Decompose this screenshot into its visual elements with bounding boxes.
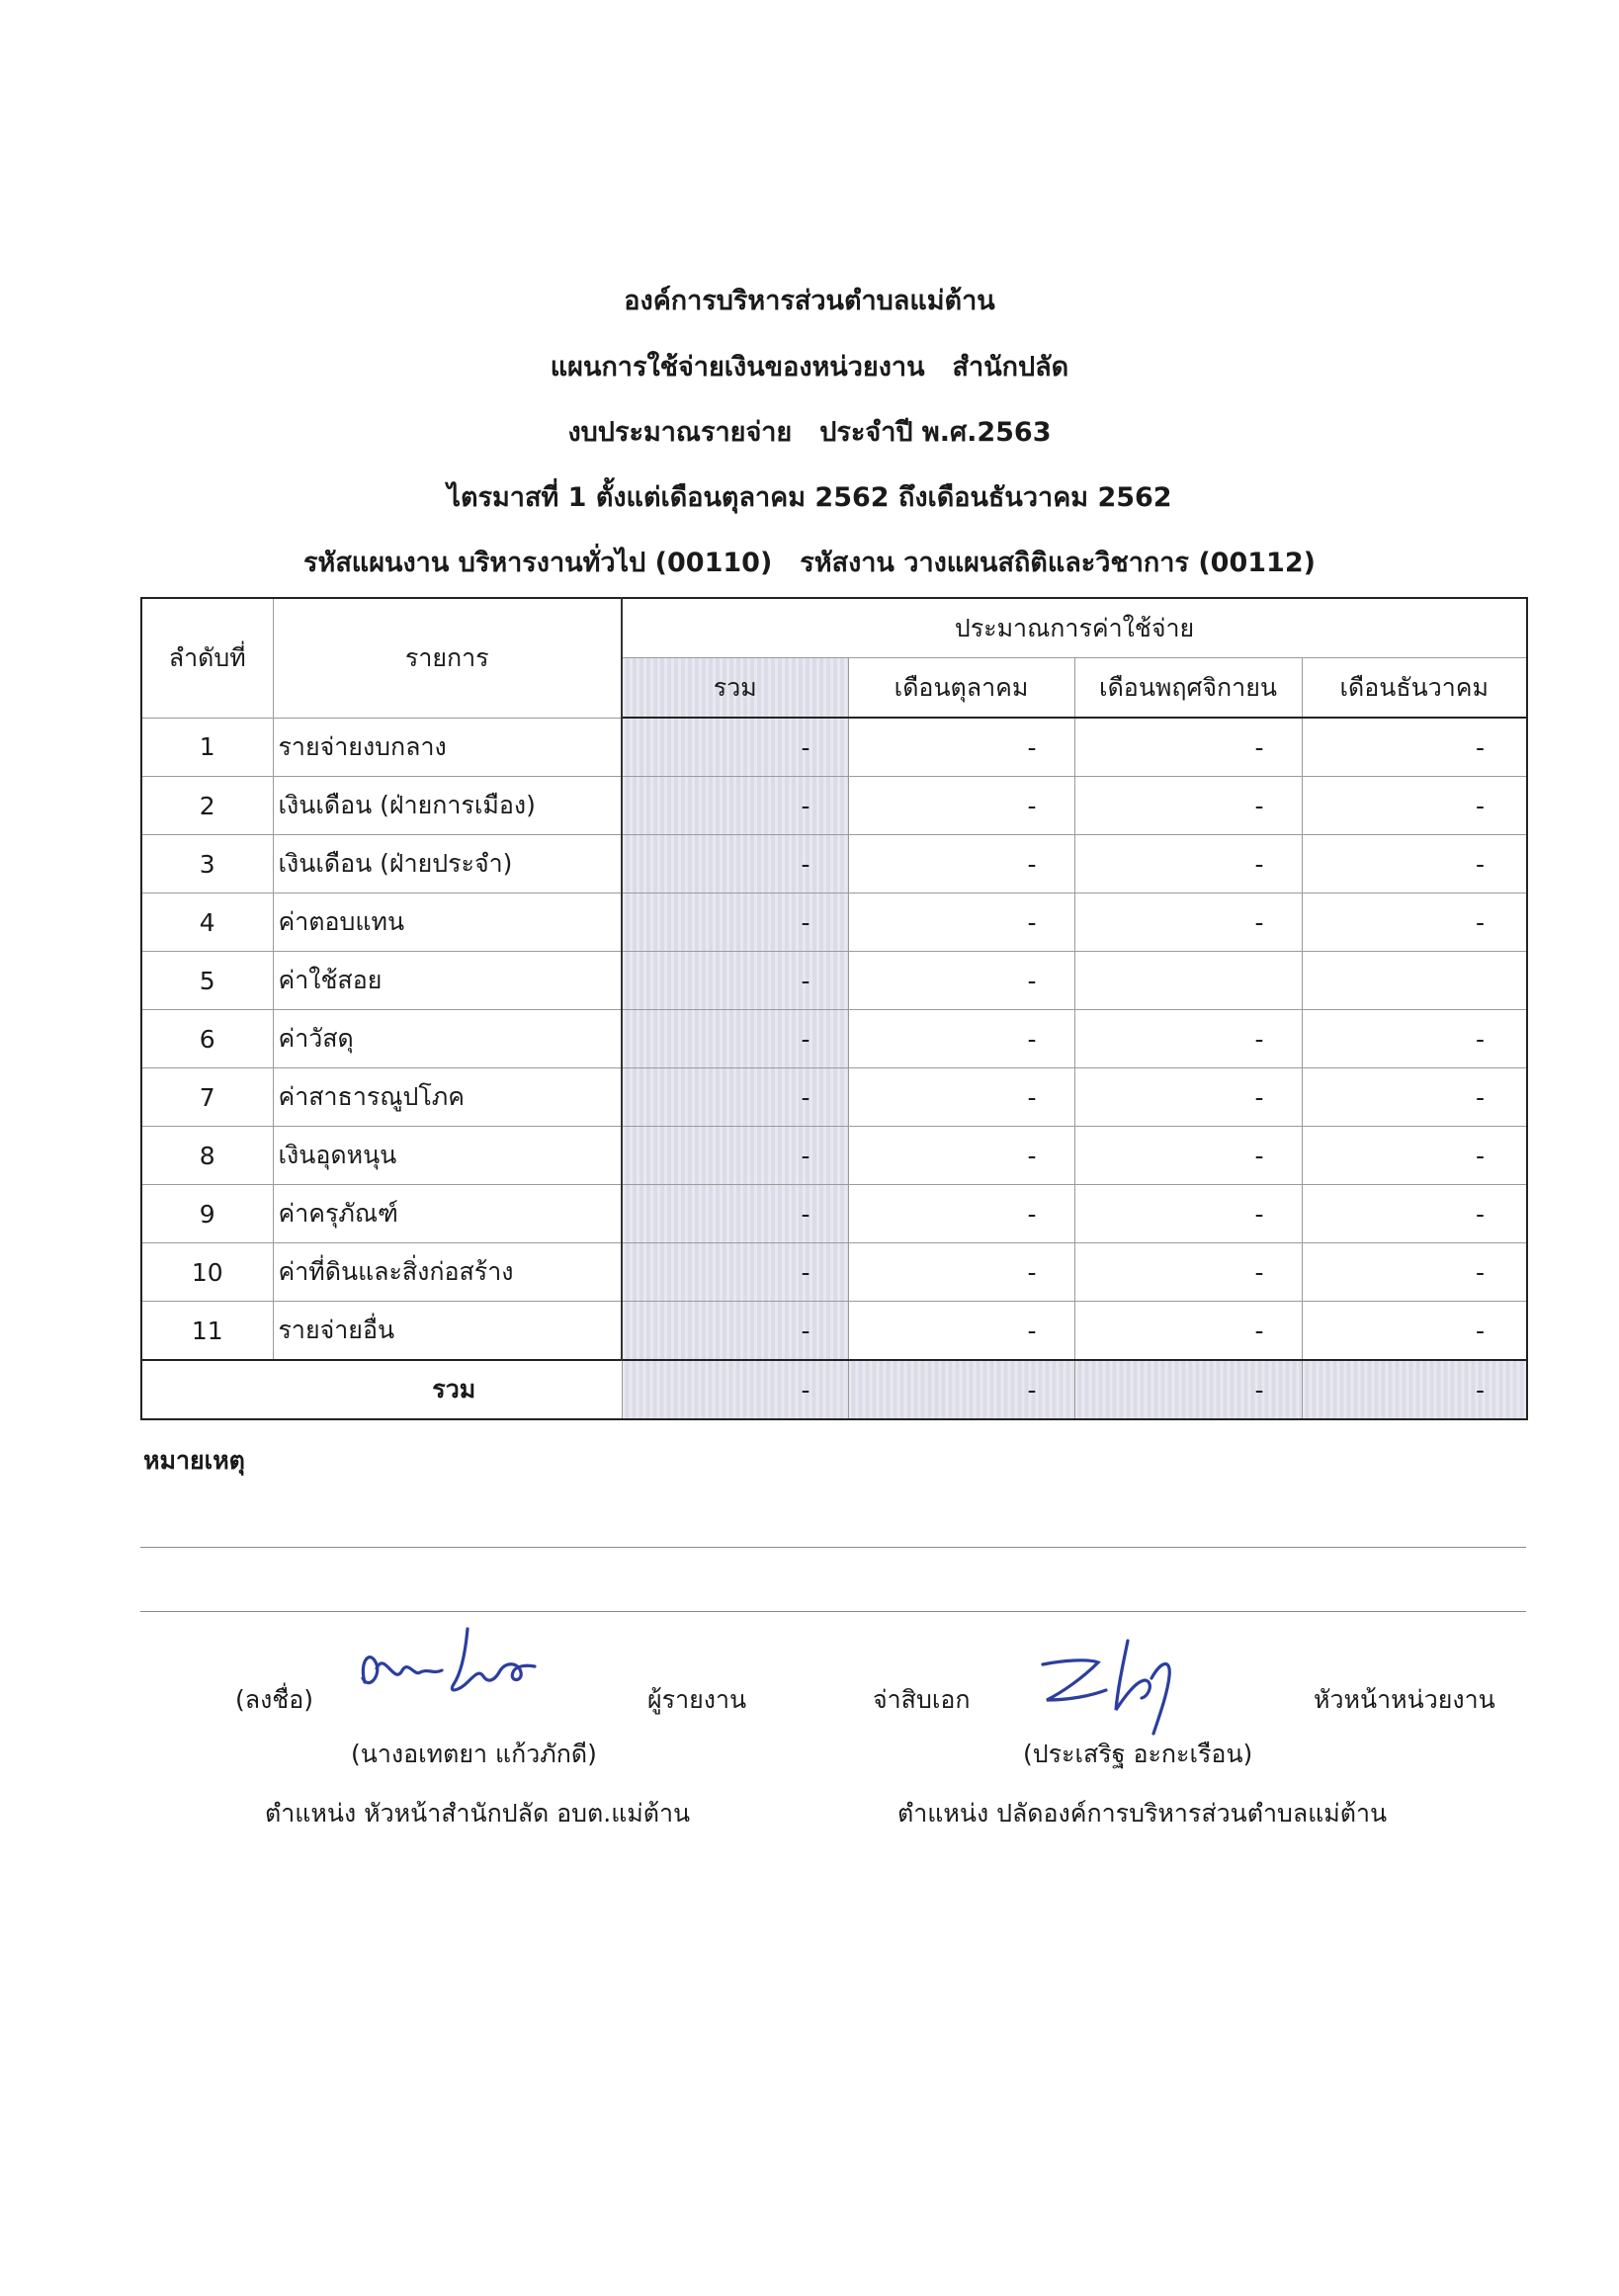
row-november: - [1074,777,1302,835]
header-estimate-group: ประมาณการค่าใช้จ่าย [622,598,1527,658]
total-label: รวม [141,1360,622,1419]
row-october: - [848,1010,1074,1068]
right-sign-role: หัวหน้าหน่วยงาน [1314,1685,1495,1714]
row-november: - [1074,1010,1302,1068]
row-item: ค่าที่ดินและสิ่งก่อสร้าง [273,1243,622,1302]
header-october: เดือนตุลาคม [848,658,1074,719]
row-october: - [848,1068,1074,1127]
row-october: - [848,835,1074,893]
row-item: ค่าครุภัณฑ์ [273,1185,622,1243]
row-december: - [1302,1010,1527,1068]
table-row [141,1302,1527,1361]
row-december: - [1302,1127,1527,1185]
remark-label: หมายเหตุ [143,1446,245,1475]
plan-code-line [0,544,1619,583]
row-november: - [1074,1243,1302,1302]
table-row [141,1243,1527,1302]
org-title: องค์การบริหารส่วนตำบลแม่ต้าน [624,286,995,316]
header-item: รายการ [273,598,622,718]
row-october: - [848,1302,1074,1361]
row-no: 11 [141,1302,273,1361]
row-december: - [1302,1068,1527,1127]
row-item: ค่าวัสดุ [273,1010,622,1068]
row-total: - [622,777,848,835]
row-item: รายจ่ายงบกลาง [273,718,622,777]
row-no: 5 [141,952,273,1010]
row-no: 10 [141,1243,273,1302]
table-row [141,1127,1527,1185]
row-no: 4 [141,893,273,952]
row-total: - [622,1302,848,1361]
header-total: รวม [622,658,848,719]
header-november: เดือนพฤศจิกายน [1074,658,1302,719]
row-november: - [1074,1302,1302,1361]
row-october: - [848,777,1074,835]
left-sign-position: ตำแหน่ง หัวหน้าสำนักปลัด อบต.แม่ต้าน [265,1799,691,1828]
row-october: - [848,1185,1074,1243]
total-october: - [848,1360,1074,1419]
left-sign-prefix: (ลงชื่อ) [235,1685,314,1714]
row-december: - [1302,1185,1527,1243]
row-total: - [622,1243,848,1302]
left-sign-name: (นางอเทตยา แก้วภักดี) [351,1740,597,1768]
row-december: - [1302,835,1527,893]
row-no: 7 [141,1068,273,1127]
row-no: 6 [141,1010,273,1068]
row-item: เงินเดือน (ฝ่ายการเมือง) [273,777,622,835]
row-item: รายจ่ายอื่น [273,1302,622,1361]
right-signature-image [1033,1631,1211,1740]
quarter-title: ไตรมาสที่ 1 ตั้งแต่เดือนตุลาคม 2562 ถึงเดือนธันวาคม 2562 [447,482,1172,513]
unit-name: สำนักปลัด [952,352,1069,383]
plan-code: รหัสแผนงาน บริหารงานทั่วไป (00110) [303,548,773,578]
right-sign-name: (ประเสริฐ อะกะเรือน) [1023,1740,1253,1768]
remark-line [140,1611,1526,1612]
row-total: - [622,1068,848,1127]
header-no: ลำดับที่ [141,598,273,718]
row-total: - [622,893,848,952]
row-item: ค่าสาธารณูปโภค [273,1068,622,1127]
row-total: - [622,718,848,777]
row-december: - [1302,718,1527,777]
row-item: เงินเดือน (ฝ่ายประจำ) [273,835,622,893]
row-november: - [1074,1068,1302,1127]
table-row [141,777,1527,835]
row-total: - [622,835,848,893]
plan-title: แผนการใช้จ่ายเงินของหน่วยงาน สำนักปลัด [550,352,1069,383]
header-december: เดือนธันวาคม [1302,658,1527,719]
row-total: - [622,1185,848,1243]
table-row [141,1068,1527,1127]
row-item: ค่าใช้สอย [273,952,622,1010]
row-no: 8 [141,1127,273,1185]
total-december: - [1302,1360,1527,1419]
row-no: 2 [141,777,273,835]
row-item: ค่าตอบแทน [273,893,622,952]
left-signature-image [351,1621,558,1725]
row-no: 3 [141,835,273,893]
row-december: - [1302,1302,1527,1361]
row-december: - [1302,893,1527,952]
fiscal-year: ประจำปี พ.ศ.2563 [819,417,1052,448]
budget-title: งบประมาณรายจ่าย ประจำปี พ.ศ.2563 [567,417,1052,448]
table-row [141,893,1527,952]
row-november: - [1074,893,1302,952]
row-november [1074,952,1302,1010]
table-row [141,1010,1527,1068]
row-total: - [622,952,848,1010]
row-december [1302,952,1527,1010]
row-november: - [1074,718,1302,777]
table-row [141,952,1527,1010]
total-row [141,1360,1527,1419]
row-october: - [848,1127,1074,1185]
left-sign-role: ผู้รายงาน [647,1685,747,1714]
row-december: - [1302,1243,1527,1302]
row-item: เงินอุดหนุน [273,1127,622,1185]
row-total: - [622,1010,848,1068]
table-row [141,1185,1527,1243]
table-row [141,718,1527,777]
work-code: รหัสงาน วางแผนสถิติและวิชาการ (00112) [800,548,1316,578]
row-november: - [1074,1185,1302,1243]
total-november: - [1074,1360,1302,1419]
grand-total: - [622,1360,848,1419]
row-no: 1 [141,718,273,777]
row-no: 9 [141,1185,273,1243]
row-november: - [1074,835,1302,893]
right-sign-position: ตำแหน่ง ปลัดองค์การบริหารส่วนตำบลแม่ต้าน [897,1799,1388,1828]
row-october: - [848,893,1074,952]
row-total: - [622,1127,848,1185]
row-october: - [848,718,1074,777]
budget-table [140,597,1528,1420]
right-sign-prefix: จ่าสิบเอก [873,1685,971,1714]
row-december: - [1302,777,1527,835]
row-october: - [848,952,1074,1010]
table-row [141,835,1527,893]
row-november: - [1074,1127,1302,1185]
row-october: - [848,1243,1074,1302]
remark-line [140,1547,1526,1548]
